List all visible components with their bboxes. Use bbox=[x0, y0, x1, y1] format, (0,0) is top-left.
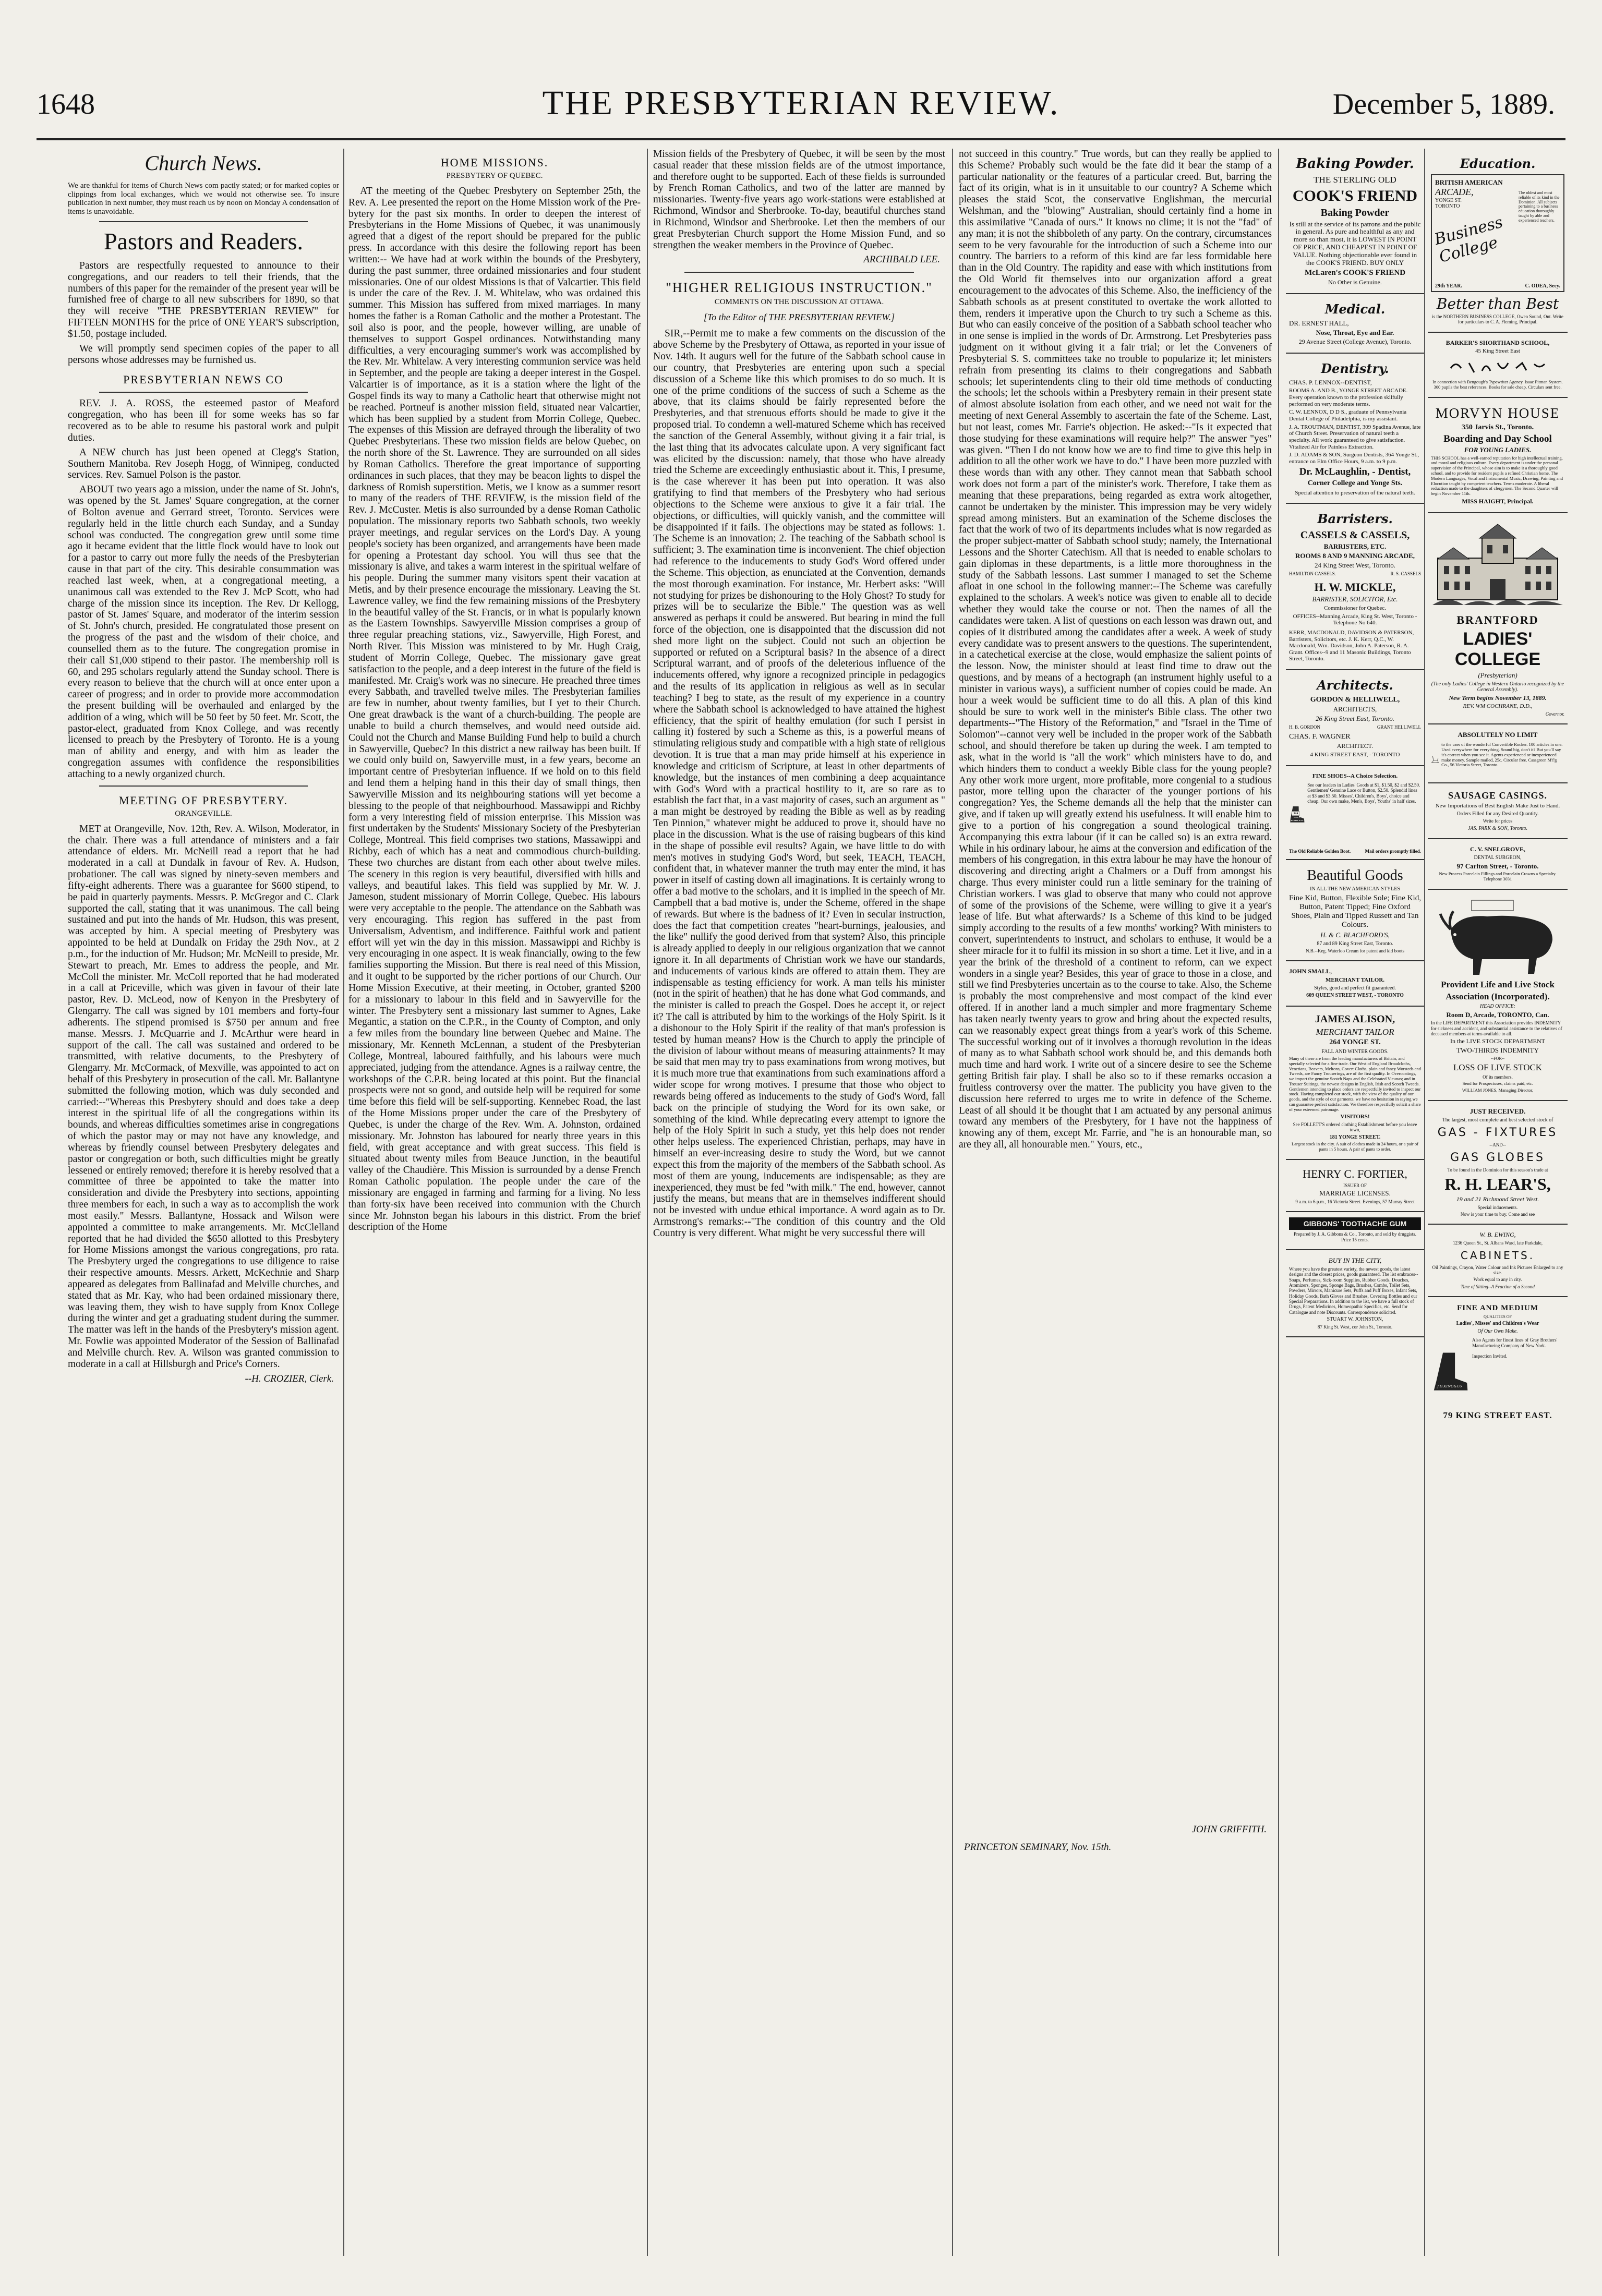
shoes-head: FINE SHOES--A Choice Selection. bbox=[1312, 772, 1398, 779]
ads-column-right bbox=[1428, 149, 1568, 2256]
bac-line1: BRITISH AMERICAN bbox=[1435, 178, 1503, 186]
tailor1-text: Styles, good and perfect fit guaranteed. bbox=[1314, 985, 1396, 991]
masthead bbox=[37, 78, 1565, 141]
college-building-icon bbox=[1432, 522, 1563, 610]
news-paragraph: ABOUT two years ago a mission, under the name of St. John's, was opened by the St. James' Square congregation, at the corner of Bolton avenue and Gerrard street, Toronto. Services were regularly held in the little church each Sunday, and a Sunday school was conducted. The congregation grew until some time ago it became evident that the little flock would have to look out for a pastor to carry out more fully the needs of the Presbyterian cause in that part of the city. This desirable consummation was reached last week, when, at a congregational meeting, a unanimous call was extended to the Rev J. McP Scott, who had charge of the mission since its inception. The Rev. Dr Kellogg, pastor of St. James' Square, and moderator of the interim session of St. John's church, presided. He congratulated those present on the progress of the past and the wisdom of their choice, and counselled them as to the future. The congregation promise in their call $1,000 stipend to their pastor. The membership roll is 60, and 295 scholars regularly attend the Sunday school. There is every reason to believe that the church will at once enter upon a career of progress; and in order to provide more accommodation the present building will be overhauled and enlarged by the addition of a wing, which will be 50 feet by 50 feet. Mr. Scott, the pastor-elect, graduated from Knox College, and was recently licensed to preach by the Presbytery of Toronto. He is a young man of ability and energy, and with him as leader the congregation assumes with confidence the responsibilities attaching to a newly organized church. bbox=[68, 484, 339, 780]
morvyn-text: THIS SCHOOL has a well-earned reputation for high intellectual training, and moral and religious culture. Every department is under the personal supervision of the Principal, whose aim is to make it a thoroughly good school, and to provide for resident pupils a refined Christian home. The Modern Languages, Vocal and Instrumental Music, Drawing, Painting and Elocution taught by competent teachers. Terms moderate. A liberal reduction made to the daughters of clergymen. The Second Quarter will begin November 11th. bbox=[1431, 455, 1563, 497]
brantford-sub: LADIES' COLLEGE bbox=[1454, 629, 1541, 669]
ewing-name: W. B. EWING, bbox=[1479, 1231, 1516, 1239]
cooks-sub: Baking Powder bbox=[1320, 207, 1390, 219]
rocker-chair-icon bbox=[1431, 741, 1439, 777]
cassels-name: CASSELS & CASSELS, bbox=[1300, 529, 1410, 541]
higher-instruction-to: [To the Editor of THE PRESBYTERIAN REVIEW.] bbox=[703, 312, 895, 323]
column-divider bbox=[1278, 149, 1279, 2256]
provident-live: In the LIVE STOCK DEPARTMENT bbox=[1450, 1037, 1545, 1045]
snell-note: New Process Porcelain Fillings and Porcelain Crowns a Specialty. Telephone 3031 bbox=[1439, 871, 1557, 882]
newspaper-title: THE PRESBYTERIAN REVIEW. bbox=[542, 84, 1060, 122]
alison-visit-note: Largest stock in the city. A suit of clothes made in 24 hours, or a pair of pants in 5 hours. A pair of pants to order. bbox=[1292, 1141, 1418, 1152]
ewing-work: Work equal to any in city. bbox=[1473, 1277, 1522, 1283]
ads-region bbox=[1286, 149, 1568, 2256]
column-higher-instruction-cont bbox=[959, 149, 1272, 2256]
snelgrove-ad bbox=[1428, 839, 1568, 890]
cooks-friend-ad bbox=[1286, 149, 1424, 294]
alison-text: Many of these are from the leading manufacturers of Britain, and specially selected for a fine trade. Our West of England Broadcloths, Venetians, Beavers, Meltons, Covert Cloths, plain and fancy Worsteds and Tweeds, are Fancy Trouserings, are of the first quality. In Overcoatings, we import the genuine Scotch Naps and the Celebrated Vicunas; and in Trouser Suitings, the newest designs in English, Irish and Scotch Tweeds. Gentlemen intending to place orders are respectfully invited to inspect our stock. Having completed our stock, with the view of the quality of our goods, and the style of our garments, we have no hesitation in saying we can guarantee perfect satisfaction. We therefore respectfully solicit a share of your esteemed patronage. bbox=[1289, 1056, 1421, 1112]
provident-name: Provident Life and Live Stock bbox=[1441, 980, 1555, 990]
wagner-name: CHAS. F. WAGNER bbox=[1289, 732, 1351, 741]
sausage-head: SAUSAGE CASINGS. bbox=[1448, 790, 1548, 801]
issue-date: December 5, 1889. bbox=[1332, 88, 1555, 120]
bac-box bbox=[1431, 174, 1564, 292]
cooks-text: Is still at the service of its patrons and the public in general. As pure and healthful as any and more so than most, it is LOWEST IN POINT OF PRICE, AND CHEAPEST IN POINT OF VALUE. Nothing objectionable ever found in the COOK'S FRIEND. BUY ONLY bbox=[1289, 220, 1421, 267]
church-news-note: We are thankful for items of Church News com pactly stated; or for marked copies or clippings from local exchanges, which we would not otherwise see. To insure publication in next number, they must reach us by noon on Monday A condensation of items is unavoidable. bbox=[68, 182, 339, 216]
king-shoes-body bbox=[1431, 1336, 1564, 1409]
medical-ad bbox=[1286, 294, 1424, 354]
morvyn-ad bbox=[1428, 398, 1568, 513]
barker-name: BARKER'S SHORTHAND SCHOOL, bbox=[1446, 339, 1550, 346]
higher-instruction-text: SIR,--Permit me to make a few comments on the discussion of the above Scheme by the Presbytery of Ottawa, as reported in your issue of Nov. 14th. It augurs well for the future of the Sabbath school cause in our country, that Presbyteries are entering upon such a special discussion of a Scheme like this which promises to do so much. It is one of the prime conditions of the success of such a Scheme as the above, that its claims should be fairly represented before the Presbyteries, and that strenuous efforts should be made to give it the proposed trial. To condemn a well-matured Scheme which has received the sanction of the General Assembly, without giving it a fair trial, is the last thing that its advocates calculate upon. A very significant fact was elicited by the discussion: namely, that those who have already tried the Scheme are exceedingly enthusiastic about it. This, I presume, is the case wherever it has been put into operation. It was also gratifying to find that members of the Presbytery who had serious objections to the Scheme were anxious to give it a fair trial. The objections, or difficulties, will quickly vanish, and the committee will be disappointed if it fails. The objections may be stated as follows: 1. The Scheme is an innovation; 2. The teaching of the Sabbath school is sufficient; 3. The examination time is inconvenient. The chief objection had reference to the inducements to study God's Word offered under the Scheme. This objection, as enunciated at the Convention, demands the most thorough examination. For instance, Mr. Herbert asks: "Will not studying for prizes be dishonouring to the Holy Ghost? To study for prizes will be to secularize the Bible." The question was as well answered as perhaps it could be answered. But bearing in mind the full force of the objection, one is disappointed that the discussion did not shed more light on the subject. Could not such an objection be supported or refuted on a Scriptural basis? In the absence of a direct Scriptural warrant, and of proofs of the deleterious influence of the inducements offered, why ignore a recognized principle in pedagogics and the results of its application in religious as well as in secular teaching? I beg to state, as the result of my experience in a country where the Sabbath school is acknowledged to have attained the highest efficiency, that the spirit of healthy emulation (for such I persist in calling it) fostered by such a Scheme as this, is a powerful means of stimulating religious study and compatible with a high state of religious devotion. It is true that a man may pride himself at his experience in knowledge and criticism of Scripture, at least in other departments of knowledge, but the instances of men combining a deep acquaintance with God's Word with a practical hostility to it, are so rare as to establish the fact that, in a vast majority of cases, such an argument as " a man might be destroyed by reading the Bible as well as by reading Ten Pinnion," whatever might be adduced to prove it, should have no place in the discussion. What is the use of raising bugbears of this kind in the shape of possible evil results? Again, we have little to do with men's motives in studying God's Word, but seek, TEACH, TEACH, confident that, in whatever manner the truth may enter the mind, it has power in itself of casting down all imaginations. It is certainly wrong to offer a bad motive to the scholars, and it is implied in the speech of Mr. Campbell that a bad motive is, under the Scheme, offered in the shape of rewards. But where is the badness of it? Even in secular instruction, does the fact that competition creates "heart-burnings, jealousies, and the like" nullify the good derived from that system? Also, this principle is already applied to deeply in our religious organization that we cannot ignore it. In all departments of Christian work we have our standards, and inducements of various kinds are offered to attain them. They are indispensable as testing efficiency for work. A man tells his minister (not in the spirit of heathen) that he has done what God commands, and the minister is called to preach the Gospel. Does he accept it, or reject it? The call is attributed by him to the workings of the Holy Spirit. Is it a dishonour to the Holy Spirit if the reality of that man's profession is tested by human means? How is the Church to apply the principle of the division of labour without means of measuring attainments? It may be said that men may try to pass examinations from wrong motives, but it is much more true that examinations from such examinations afford a wider scope for wrong motives. I presume that those who object to rewards being offered as inducements to the study of God's Word, fall back on the principle of studying the Word for its own sake, or something of the kind. While deprecating every attempt to ignore the help of the Holy Spirit in such a study, yet this help does not render other helps useless. The experienced Christian, perhaps, may have in himself an ever-increasing desire to study the Word, but we cannot expect this from the majority of the members of the Sabbath school. As most of them are young, inducements are indispensable; as they are inexperienced, they must be fed "with milk." The end, however, cannot justify the means, but means that are in themselves indifferent should not be invested with undue ethical importance. A word again as to Dr. Armstrong's remarks:--"The condition of this country and the Old Country is very different. What might be very successful there will bbox=[653, 328, 945, 1239]
alison-name: JAMES ALISON, bbox=[1315, 1013, 1395, 1025]
alison-season: FALL AND WINTER GOODS. bbox=[1321, 1048, 1389, 1055]
medical-addr: 29 Avenue Street (College Avenue), Toronto. bbox=[1298, 337, 1412, 345]
fine-own: Of Our Own Make. bbox=[1477, 1328, 1518, 1334]
divider bbox=[99, 786, 308, 787]
dentist-adams: J. D. ADAMS & SON, Surgeon Dentists, 364 Yonge St., entrance on Elm Office Hours, 9 a.m. to 9 p.m. bbox=[1289, 452, 1419, 465]
snell-name: C. V. SNELGROVE, bbox=[1470, 845, 1525, 853]
column-home-missions bbox=[348, 149, 641, 2256]
dentist-troutman: J. A. TROUTMAN, DENTIST, 309 Spadina Avenue, late of Church Street. Preservation of natural teeth a specialty. All work guaranteed to give satisfaction. Vitalized Air for Painless Extraction. bbox=[1289, 424, 1421, 450]
king-shoes-ad bbox=[1428, 1297, 1568, 1428]
meeting-text: MET at Orangeville, Nov. 12th, Rev. A. Wilson, Moderator, in the chair. There was a full attendance of ministers and a fair attendance of elders. Mr. McNeill read a report that he had moderated in a call at Dundalk in favour of Rev. A. Hudson, probationer. The call was signed by ninety-seven members and fifty-eight adherents. There was a guarantee for $600 stipend, to be paid in quarterly payments. Messrs. P. McGregor and C. Clark supported the call, stating that it was unanimous. The call being sustained and put into the hands of Mr. Hudson, this was present, was accepted by him. A special meeting of Presbytery was appointed to be held at Dundalk on Friday the 29th Nov., at 2 p.m., for the induction of Mr. Hudson; Mr. McNeill to preside, Mr. Stewart to preach, Mr. Emes to address the people, and Mr. McColl the minister. Mr. McColl reported that he had moderated in a call at Priceville, which was given in favour of their late pastor, Rev. D. McLeod, now of Kenyon in the Presbytery of Glengarry. The call was signed by 101 members and forty-four adherents. The stipend promised is $750 per annum and free manse. Messrs. J. McQuarrie and J. McArthur were heard in support of the call. The call was sustained and ordered to be transmitted, with relative documents, to the Presbytery of Glengarry. Mr. McCormack, of Mexville, was appointed to act on behalf of this Presbytery in prosecution of the call. Mr. Ballantyne submitted the following motion, which was duly seconded and carried:--"Whereas this Presbytery should and does take a deep interest in the spiritual life of all the congregations within its bounds, and whereas difficulties sometimes arise in congregations of which the pastor may or may not have any knowledge, and whereas by friendly counsel between Presbytery delegates and pastor or congregation or both, such difficulties might be greatly lessened or entirely removed; therefore it is hereby resolved that a committee of three be appointed to take the matter into consideration and divide the Presbytery into sections, appointing three members for each, in such a way as to accomplish the work most easily." Messrs. Ballantyne, Hossack and Wilson were appointed a committee to make arrangements. Mr. McClelland reported that he had divided the $650 allotted to this Presbytery for Home Missions amongst the various congregations, pro rata. The Presbytery urged the congregations to use diligence to raise their respective amounts. Messrs. Arkett, McKechnie and Sharp appeared as delegates from Ballinafad and Melville churches, and stated that as Mr. Kay, who had been ordained missionary there, was leaving them, they wish to have supply from Knox College during the winter and get a graduating student during the summer. The matter was left in the hands of the Presbytery's mission agent. Mr. Fowlie was appointed Moderator of the Session of Ballinafad and Melville church. Rev. A. Wilson was granted commission to moderate in a call at Hillsburgh and Price's Corners. bbox=[68, 823, 339, 1370]
medical-spec: Nose, Throat, Eye and Ear. bbox=[1316, 328, 1394, 336]
nolimit-text: to the uses of the wonderful Convertible Rocker. 100 articles in one. Used everywhere for everything. Sound big, don't it? But you'll say it's correct when you see it. Agents experienced or inexperienced make money. Sample mailed, 25c. Circular free. Cassgreen M'f'g Co., 56 Victoria Street, Toronto. bbox=[1441, 742, 1563, 768]
higher-instruction-sub: COMMENTS ON THE DISCUSSION AT OTTAWA. bbox=[714, 298, 884, 307]
gibbons-ad bbox=[1286, 1212, 1424, 1250]
cassels-partner: HAMILTON CASSELS. bbox=[1289, 571, 1336, 577]
church-news-heading: Church News. bbox=[144, 151, 262, 175]
morvyn-addr: 350 Jarvis St., Toronto. bbox=[1461, 423, 1534, 431]
cooks-only: McLaren's COOK'S FRIEND bbox=[1304, 269, 1406, 277]
shoes-text: See our leaders in Ladies' Goods at $1, $1.50, $2 and $2.50. Gentlemen' Genuine Lace or Button, $2.50. Splendid lines at $3 and $3.50. Misses', Children's, Boys', choice and cheap. Our own make, Men's, Boys', Youths' in half sizes. bbox=[1307, 782, 1420, 804]
cassels-sub: BARRISTERS, ETC. bbox=[1323, 542, 1387, 551]
goods-nb: N.B.--Keg. Waterloo Cream for patent and kid boots bbox=[1305, 948, 1405, 954]
mclaughlin-note: Special attention to preservation of the natural teeth. bbox=[1295, 489, 1415, 496]
bac-line2: ARCADE, bbox=[1435, 187, 1474, 197]
morvyn-sub2: FOR YOUNG LADIES. bbox=[1464, 445, 1532, 454]
architects-ad bbox=[1286, 670, 1424, 766]
shoes-sign-name: W. WEST & CO. bbox=[1291, 819, 1304, 822]
fine-insp: Inspection Invited. bbox=[1472, 1354, 1508, 1359]
fine-head: FINE AND MEDIUM bbox=[1457, 1303, 1538, 1312]
ox-icon bbox=[1435, 898, 1560, 976]
bac-better: Better than Best bbox=[1436, 295, 1559, 312]
lear-gas: GAS - FIXTURES bbox=[1437, 1126, 1558, 1140]
tailor1-name: JOHN SMALL, bbox=[1289, 968, 1332, 975]
sausage-write: Write for prices bbox=[1483, 818, 1513, 824]
bac-side: The oldest and most reliable of its kind in the Dominion. All subjects pertaining to a business education thoroughly taught by able and experienced teachers. bbox=[1519, 190, 1560, 223]
architects-heading: Architects. bbox=[1317, 678, 1393, 693]
lear-just: JUST RECEIVED. bbox=[1469, 1107, 1526, 1115]
barristers-heading: Barristers. bbox=[1317, 511, 1393, 527]
pastors-heading: Pastors and Readers. bbox=[104, 228, 303, 255]
pastors-text: Pastors are respectfully requested to announce to their congregations, and our readers to tell their friends, that the numbers of this paper for the remainder of the present year will be furnished free of charge to all new subscribers for 1890, so that they will receive "THE PRESBYTERIAN REVIEW" for FIFTEEN MONTHS for the price of ONE YEAR'S subscription, $1.50, postage included. bbox=[68, 260, 339, 340]
brantford-term: New Term begins November 13, 1889. bbox=[1449, 694, 1547, 702]
alison-ad bbox=[1286, 1007, 1424, 1160]
lear-text: The largest, most complete and best selected stock of bbox=[1442, 1117, 1553, 1123]
tailor1-sub: MERCHANT TAILOR. bbox=[1325, 977, 1385, 984]
gordon-partner: GRANT HELLIWELL bbox=[1377, 724, 1421, 730]
tailor1-addr: 609 QUEEN STREET WEST, - TORONTO bbox=[1306, 993, 1404, 999]
morvyn-name: MORVYN HOUSE bbox=[1435, 405, 1560, 421]
sausage-text: New Importations of Best English Make Just to Hand. bbox=[1435, 803, 1560, 809]
business-college-ad bbox=[1428, 149, 1568, 333]
mclaughlin-name: Dr. McLaughlin, - Dentist, bbox=[1299, 466, 1411, 478]
provident-addr: Room D, Arcade, TORONTO, Can. bbox=[1446, 1010, 1549, 1019]
home-missions-cont: Mission fields of the Presbytery of Quebec, it will be seen by the most casual reader that these mission fields are of the utmost importance, and therefore ought to be supported. Each of these fields is surrounded by French Roman Catholics, and two of the latter are manned by missionaries. Twenty-five years ago work-stations were established at Richmond, Windsor and Sherbrooke. To-day, beautiful churches stand in Richmond, Windsor and Sherbrooke. Let then the members of our great Presbyterian Church support the Home Mission Fund, and so strengthen the weaker members in the Province of Quebec. bbox=[653, 149, 945, 251]
nolimit-head: ABSOLUTELY NO LIMIT bbox=[1458, 731, 1538, 739]
masthead-rule bbox=[37, 138, 1565, 140]
johnston-ad bbox=[1286, 1250, 1424, 1337]
lear-note: To be found in the Dominion for this season's trade at bbox=[1447, 1167, 1548, 1173]
fortier-sub: ISSUER OF bbox=[1343, 1182, 1367, 1188]
dentistry-heading: Dentistry. bbox=[1321, 360, 1389, 376]
home-missions-text: AT the meeting of the Quebec Presbytery on September 25th, the Rev. A. Lee presented the report on the Home Mission work of the Pre-bytery for the past six months. In order to deepen the interest of Presbyterians in the Home Missions of Quebec, it was unanimously agreed that a digest of the report should be prepared for the public press. In accordance with this desire the following report has been written:-- We have had at work within the bounds of the Presbytery, during the past summer, three ordained missionaries and four student missionaries. One of our oldest Missions is that of Valcartier. This field is under the care of the Rev. J. M. Whitelaw, who was ordained this summer. This Mission has suffered from mixed marriages. In many homes the father is a Roman Catholic and the mother a Protestant. The soil also is poor, and the people, however willing, are unable of themselves to support Gospel ordinances. Notwithstanding many difficulties, a very encouraging summer's work was accomplished by the Rev. Mr. Whitelaw. A very interesting communion service was held in September, and the people are taking a deeper interest in the Gospel. Valcartier is of importance, as it is a station where the light of the Gospel finds its way to many a Catholic heart that otherwise might not be reached. Portneuf is another mission field, situated near Valcartier, which has been supplied by a student from Morrin College, Quebec. The expenses of this Mission are defrayed through the liberality of two Quebec Presbyterians. These two mission fields are below Quebec, on the north shore of the St. Lawrence. They are surrounded on all sides by Roman Catholics. Therefore the great importance of supporting ordinances in such places, that they may be beacon lights to dispel the darkness of Romish superstition. Metis, we I know as a summer resort to many of the readers of THE REVIEW, is the mission field of the Rev. J. McCuster. Metis is also surrounded by a dense Roman Catholic population. The missionary reports two Sabbath schools, two weekly prayer meetings, and regular services on the Lord's Day. A young people's society has been organized, and arrangements have been made for opening a Protestant day school. You will thus see that the missionary is alive, and takes a warm interest in the spiritual welfare of his people. During the summer many visitors spent their vacation at Metis, and by their presence encourage the missionary. Leaving the St. Lawrence valley, we find the few remaining missions of the Presbytery in the beautiful valley of the St. Francis, or in what is popularly known as the Eastern Townships. Sawyerville Mission comprises a group of three regular preaching stations, viz., Sawyerville, High Forest, and North River. This Mission was ministered to by Mr. Hugh Craig, student of Morrin College, Quebec. The missionary gave great satisfaction to the people, and a deep interest in the future of the field is manifested. Mr. Craig's work was no sinecure. He preached three times every Sabbath, and travelled twelve miles. The Presbyterian families are few in number, about twenty families, but I yet to their Church. One great drawback is the want of a church-building. The people are unable to build a church themselves, and would need outside aid. Could not the Church and Manse Building Fund help to build a church in Sawyerville, Quebec? In this district a new railway has been built. If we could only build on, Sawyerville must, in a few years, become an important centre of Presbyterian influence. If we hold on to this field and lend them a helping hand in this their day of small things, then Sawyerville Mission and its neighbouring stations will yet become a blessing to the people of that neighbourhood. Massawippi and Richby form a very interesting field of mission enterprise. This Mission was first undertaken by the Students' Missionary Society of the Presbyterian College, Montreal. This field comprises two stations, Massawippi and Richby, each of which has a neat and commodious church-building. These two churches are distant from each other about twelve miles. The scenery in this region is very beautiful, diversified with hills and valleys, and beautiful lakes. This field was supplied by Mr. W. J. Jameson, student missionary of Morrin College, Quebec. His labours were very acceptable to the people. The attendance on the Sabbath was very encouraging. This region has suffered in the past from Universalism, Adventism, and indifference. Faithful work and patient effort will yet win the day in this mission. Massawippi and Richby is very encouraging in one aspect. It is weak financially, owing to the few families supporting the Mission. But there is real need of this Mission, and it ought to be supported by the richer portions of our Church. Our Home Mission Executive, at their meeting, in October, granted $200 for a missionary to labour in this field and in Sawyerville for the winter. The Presbytery sent a missionary last summer to Agnes, Lake Megantic, a station on the C.P.R., in the County of Compton, and only a few miles from the boundary line between Quebec and Maine. The missionary, Mr. Kenneth McLennan, a student of the Presbyterian College, Montreal, laboured faithfully, and his labours were much appreciated, judging from the attendance. Agnes is a railway centre, the workshops of the C.P.R. being located at this point. But the financial prospects were not so good, and outside help will be required for some time before this field will be self-supporting. Kennebec Road, the last of the Home Missions proper under the care of the Presbytery of Quebec, is under the charge of the Rev. Wm. A. Johnston, ordained missionary. Mr. Johnston has laboured for nearly three years in this field, with great acceptance and with great success. This field is situated about twenty miles from Beauce Junction, in the beautiful valley of the Chaudière. This Mission is surrounded by a dense French Roman Catholic population. The people under the care of the missionary are engaged in farming and farming for a living. No less than forty-six have been received into communion with the Church since Mr. Johnston began his labours in this district. From the brief description of the Home bbox=[348, 186, 641, 1233]
column-divider bbox=[647, 149, 648, 2256]
divider bbox=[684, 272, 914, 273]
kerr-text: KERR, MACDONALD, DAVIDSON & PATERSON, Barristers, Solicitors, etc. J. K. Kerr, Q.C., W. Macdonald, Wm. Davidson, John A. Paterson, R. A. Grant. Offices--9 and 11 Masonic Buildings, Toronto Street, Toronto. bbox=[1289, 629, 1414, 662]
fine-qual: QUALITIES OF bbox=[1484, 1314, 1512, 1320]
barker-ad bbox=[1428, 333, 1568, 398]
cassels-addr1: ROOMS 8 AND 9 MANNING ARCADE, bbox=[1295, 552, 1415, 560]
barristers-ad bbox=[1286, 504, 1424, 670]
sausage-name: JAS. PARK & SON, Toronto. bbox=[1467, 825, 1528, 831]
bac-footer bbox=[1435, 283, 1560, 289]
brantford-ad bbox=[1428, 513, 1568, 725]
column-divider bbox=[952, 149, 953, 2256]
west-shoes-ad bbox=[1286, 766, 1424, 861]
cooks-old: THE STERLING OLD bbox=[1314, 175, 1396, 185]
bac-script: Business College bbox=[1432, 213, 1505, 267]
gordon-addr: 26 King Street East, Toronto. bbox=[1316, 715, 1394, 723]
dentist-cw-lennox: C. W. LENNOX, D D S., graduate of Pennsylvania Dental College of Philadelphia, is my assistant. bbox=[1289, 409, 1407, 422]
alison-addr: 264 YONGE ST. bbox=[1329, 1038, 1381, 1047]
goods-addr: 87 and 89 King Street East, Toronto. bbox=[1317, 940, 1393, 947]
ewing-ad bbox=[1428, 1225, 1568, 1297]
provident-members: Of its members. bbox=[1483, 1074, 1513, 1080]
cassels-partner: R. S. CASSELS bbox=[1390, 571, 1421, 577]
mickle-comm: Commissioner for Quebec. bbox=[1324, 605, 1386, 611]
buy-text: Where you have the greatest variety, the newest goods, the latest designs and the closest prices, goods guaranteed. The list embraces--Soaps, Perfumes, Sick-room Supplies, Rubber Goods, Douches, Atomizers, Sponges, Sponge Bags, Brushes, Combs, Toilet Sets, Powders, Mirrors, Manicure Sets, Puffs and Puff Boxes, Infant Sets, Holiday Goods, Bath Gloves and Brushes, Covering Bottles and our Special Preparations. In addition to the list, we have a full stock of Drugs, Patent Medicines, Homeopathic Specifics, etc. Send for Catalogue and note Discounts. Correspondence solicited. bbox=[1289, 1266, 1418, 1315]
alison-visit-text: See FOLLETT'S ordered clothing Establishment before you leave town, bbox=[1293, 1122, 1417, 1133]
fine-addr: 79 KING STREET EAST. bbox=[1443, 1410, 1552, 1421]
gibbons-name: GIBBONS' TOOTHACHE GUM bbox=[1289, 1217, 1421, 1230]
cassels-addr2: 24 King Street West, Toronto. bbox=[1315, 561, 1395, 570]
brantford-name: BRANTFORD bbox=[1456, 613, 1539, 626]
princeton-dateline: PRINCETON SEMINARY, Nov. 15th. bbox=[964, 1842, 1112, 1853]
buy-name: STUART W. JOHNSTON, bbox=[1327, 1316, 1383, 1323]
ewing-time: Time of Sitting--A Fraction of a Second bbox=[1461, 1284, 1535, 1289]
provident-ad bbox=[1428, 890, 1568, 1101]
barker-note: In connection with Bengough's Typewriter Agency. Isaac Pitman System. 300 pupils the best references. Books for sale cheap. Circulars sent free. bbox=[1432, 379, 1563, 390]
snell-sub: DENTAL SURGEON, bbox=[1474, 855, 1522, 861]
wagner-addr: 4 KING STREET EAST, - TORONTO bbox=[1310, 751, 1400, 758]
bac-year: 29th YEAR. bbox=[1435, 283, 1462, 289]
cooks-genuine: No Other is Genuine. bbox=[1328, 279, 1382, 286]
ewing-cab: CABINETS. bbox=[1460, 1249, 1535, 1262]
dentistry-ad bbox=[1286, 354, 1424, 504]
sausage-ad bbox=[1428, 783, 1568, 839]
lear-ad bbox=[1428, 1101, 1568, 1225]
gordon-partners bbox=[1289, 724, 1421, 730]
column-higher-instruction bbox=[653, 149, 945, 2256]
lear-name: R. H. LEAR'S, bbox=[1444, 1174, 1551, 1193]
shoes-mail: Mail orders promptly filled. bbox=[1365, 849, 1421, 854]
mickle-name: H. W. MICKLE, bbox=[1314, 581, 1396, 594]
column-divider bbox=[343, 149, 344, 2256]
provident-mgr: WILLIAM JONES, Managing Director, bbox=[1462, 1087, 1534, 1093]
baking-powder-heading: Baking Powder. bbox=[1296, 156, 1414, 172]
morvyn-principal: MISS HAIGHT, Principal. bbox=[1462, 497, 1534, 505]
fine-sign: J.D.KING&Co bbox=[1437, 1384, 1462, 1389]
lear-now: Now is your time to buy. Come and see bbox=[1460, 1212, 1535, 1217]
home-missions-sub: PRESBYTERY OF QUEBEC. bbox=[446, 172, 543, 180]
cooks-name: COOK'S FRIEND bbox=[1292, 187, 1418, 204]
goods-name: H. & C. BLACHFORD'S, bbox=[1320, 931, 1390, 939]
news-paragraph: REV. J. A. ROSS, the esteemed pastor of Meaford congregation, who has been ill for some weeks has so far recovered as to be able to resume his pastoral work and pulpit duties. bbox=[68, 398, 339, 443]
home-missions-heading: HOME MISSIONS. bbox=[440, 156, 549, 169]
wagner-sub: ARCHITECT. bbox=[1336, 742, 1374, 750]
mclaughlin-addr: Corner College and Yonge Sts. bbox=[1307, 479, 1403, 488]
shoes-sign-street: YONGE ST bbox=[1293, 816, 1301, 819]
goods-head: Beautiful Goods bbox=[1307, 867, 1403, 884]
dentist-lennox: CHAS. P. LENNOX--DENTIST, bbox=[1289, 378, 1372, 386]
brantford-note: (The only Ladies' College in Western Ontario recognized by the General Assembly). bbox=[1431, 681, 1564, 693]
ewing-addr: 1236 Queen St., St. Albans Ward, late Parkdale, bbox=[1452, 1240, 1543, 1246]
gordon-sub: ARCHITECTS, bbox=[1333, 705, 1377, 714]
shorthand-sample-icon bbox=[1446, 358, 1550, 377]
lear-special: Special inducements. bbox=[1477, 1204, 1518, 1210]
column-church-news bbox=[68, 149, 339, 2256]
news-co: PRESBYTERIAN NEWS CO bbox=[123, 373, 284, 386]
golden-boot-icon bbox=[1289, 781, 1305, 849]
provident-two: TWO-THIRDS INDEMNITY bbox=[1456, 1046, 1539, 1055]
provident-send: Send for Prospectuses, claims paid, etc. bbox=[1462, 1081, 1533, 1086]
education-heading: Education. bbox=[1460, 156, 1536, 171]
fine-agents: Also Agents for finest lines of Gray Brothers' Manufacturing Company of New York. bbox=[1472, 1337, 1558, 1348]
sausage-orders: Orders Filled for any Desired Quantity. bbox=[1456, 811, 1539, 817]
fortier-hours: 9 a.m. to 6 p.m., 16 Victoria Street. Evenings, 57 Murray Street bbox=[1295, 1199, 1415, 1205]
archibald-lee-signature: ARCHIBALD LEE. bbox=[863, 254, 940, 265]
lear-addr: 19 and 21 Richmond Street West. bbox=[1456, 1195, 1539, 1203]
snell-addr: 97 Carlton Street, - Toronto. bbox=[1456, 862, 1539, 870]
provident-loss: LOSS OF LIVE STOCK bbox=[1453, 1062, 1543, 1073]
meeting-heading: MEETING OF PRESBYTERY. bbox=[118, 793, 288, 807]
buy-head: BUY IN THE CITY, bbox=[1328, 1256, 1382, 1265]
rocker-body bbox=[1431, 741, 1564, 777]
morvyn-sub1: Boarding and Day School bbox=[1443, 433, 1552, 444]
buy-addr: 87 King St. West, cor John St., Toronto. bbox=[1317, 1324, 1393, 1330]
boot-icon bbox=[1431, 1336, 1470, 1409]
cassels-partners bbox=[1289, 571, 1421, 576]
bac-bottom: is the NORTHERN BUSINESS COLLEGE, Owen Sound, Ont. Write for particulars to C. A. Fleming, Principal. bbox=[1432, 314, 1563, 325]
page-number: 1648 bbox=[37, 88, 95, 120]
barker-addr: 45 King Street East bbox=[1475, 348, 1520, 355]
ewing-text: Oil Paintings, Crayon, Water Colour and Ink Pictures Enlarged to any size. bbox=[1432, 1264, 1563, 1275]
news-paragraph: A NEW church has just been opened at Clegg's Station, Southern Manitoba. Rev Joseph Hogg, of Winnipeg, conducted services. Rev. Samuel Polson is the pastor. bbox=[68, 446, 339, 481]
meeting-signature: --H. CROZIER, Clerk. bbox=[245, 1373, 334, 1384]
ads-column-left bbox=[1286, 149, 1425, 2256]
bac-line3: YONGE ST. bbox=[1435, 198, 1462, 203]
provident-text: In the LIFE DEPARTMENT this Association provides INDEMNITY for sickness and accident, and substantial assistance to the relatives of deceased members at terms available to all. bbox=[1431, 1020, 1562, 1037]
bac-sec: C. ODEA, Secy. bbox=[1525, 283, 1560, 289]
small-tailor-ad bbox=[1286, 961, 1424, 1006]
gibbons-text: Prepared by J. A. Gibbons & Co., Toronto, and sold by druggists. Price 15 cents. bbox=[1294, 1231, 1416, 1242]
dentist-lennox-detail: ROOMS A. AND B., YONGE STREET ARCADE. Every operation known to the profession skilfully performed on very moderate terms. bbox=[1289, 388, 1408, 407]
divider bbox=[99, 392, 308, 393]
alison-visitors: VISITORS! bbox=[1340, 1114, 1370, 1120]
mickle-addr: OFFICES--Manning Arcade, King St. West, Toronto - Telephone No 640. bbox=[1293, 613, 1417, 626]
alison-sub: MERCHANT TAILOR bbox=[1316, 1026, 1394, 1037]
divider bbox=[99, 221, 308, 222]
provident-for: --FOR-- bbox=[1490, 1056, 1505, 1061]
specimen-text: We will promptly send specimen copies of the paper to all persons whose addresses may be furnished us. bbox=[68, 343, 339, 366]
shoes-sign-num: 246 bbox=[1293, 812, 1298, 815]
higher-instruction-heading: "HIGHER RELIGIOUS INSTRUCTION." bbox=[666, 280, 933, 296]
shoes-footer bbox=[1289, 849, 1421, 854]
john-griffith-signature: JOHN GRIFFITH. bbox=[1191, 1824, 1267, 1835]
rocker-ad bbox=[1428, 724, 1568, 783]
brantford-gov2: Governor. bbox=[1545, 711, 1564, 717]
gordon-partner: H. B. GORDON bbox=[1289, 724, 1321, 730]
higher-instruction-cont: not succeed in this country." True words, but can they really be applied to this Scheme? Probably such would be the fate did it bear the stamp of a particular nationality or the features of a particular creed. But, barring the fact of its origin, what is in it unsuitable to our country? A Scheme which pleases the staid Scot, the conservative Englishman, the mercurial Welshman, and the "blowing" Australian, should certainly find a home in this assimilative "Canada of ours." It knows no clime; it is not the "fad" of any man; it is not the shibboleth of any party. On the contrary, circumstances seem to be very favourable for the introduction of such a Scheme into our country. The barriers to a reform of this kind are far less formidable here than in the Old Country. The rapidity and ease with which institutions from the Old World fit themselves into our organization afford a great encouragement to the advocates of this Scheme. Also, the inefficiency of the Sabbath schools as at present constituted to overtake the work allotted to them, renders it imperative upon the Church to try such a Scheme as this. But who can easily conceive of the position of a Sabbath school teacher who in one sense is implied in the words of Dr. Armstrong. Let Presbyteries pass judgment on it without giving it a fair trial; or let the Conveners of Presbyterial S. S. committees take no trouble to popularize it; let ministers refrain from presenting its claims to their congregations and Sabbath schools; let superintendents cling to their old time methods of conducting the schools; let the schools within a Presbytery remain in their present state of almost absolute isolation from each other, and we need not wait for the meeting of next General Assembly to ascertain the fate of the Scheme. Last, but not least, comes Mr. Farrie's objection. He asked:--"Is it expected that those studying for these examinations will require help?" The answer "yes" was given. "Then I do not know how we are to find time to give this help in addition to all the other work we have to do." I have been more puzzled with these words than with any other. They cannot mean that Sabbath school work does not form a part of the minister's work. Therefore, I take them as meaning that these preparations, being regarded as extra work altogether, cannot be undertaken by the minister. This impression may be very widely spread among ministers. But an examination of the Scheme discloses the fact that the work of two of its departments includes what is now regarded as the proper subject-matter of Sabbath school study; namely, the International Lessons and the Shorter Catechism. All that is needed to enable scholars to gain diplomas in these departments, is a little more thoroughness in the study of the Sabbath lessons. Last summer I managed to set the Scheme afloat in one school in the following manner:--The Scheme was carefully explained to the scholars. A week's notice was given to enable all to decide whether they would take the course or not. Then the names of all the candidates were taken. A list of questions on each lesson was drawn out, and copies of it distributed among the candidates after a week. A week of study every candidate was to present answers to the questions. The superintendent, in a catechetical exercise at the close, would emphasize the salient points of the lesson. Now, the minister should at least find time to draw out the questions, and by means of a hectograph (an instrument highly useful to a minister in various ways), a sufficient number of copies could be made. An hour a week would be sufficient time to do all this. A plan of this kind should be sure to work well in the minister's Bible class. The other two departments--"The History of the Reformation," and "Israel in the Time of Solomon"--cannot very well be included in the proper work of the Sabbath school, and should therefore be taken up during the week. I am tempted to ask, what in the world is "all the work" which ministers have to do, and which hinders them to conduct a weekly Bible class for the young people? Any other work more urgent, more profitable, more congenial to a studious pastor, more telling upon the character of the younger portions of his congregation? Yes, the Scheme demands all the help that the minister can give, and if taken up will greatly extend his usefulness. It will enable him to give to a portion of his congregation a sound theological training. Accompanying this extra labour (if it can be called so) is an extra reward. While in his ordinary labour, he aims at the conversion and edification of the members of his congregation, in this extra labour he may have the honour of discovering and directing aright a Chalmers or a Duff from amongst his charge. Thus every minister could run a little seminary for the training of Christian workers. I was glad to observe that many who could not approve of some of the provisions of the Scheme, were willing to give it a year's lease of life. But what afterwards? Is a Scheme of this kind to be judged simply according to the results of a few months' working? With ministers to convert, superintendents to instruct, and scholars to enthuse, it would be a sheer miracle for it to fulfil its mission in so short a time. Let it live, and in a year the brink of the threshold of a continent to reform, can we expect wonders in a single year? Besides, this year of grace to those in a close, and still we find Presbyteries uncertain as to the course to take. Also, the Scheme is probably the most comprehensive and most compact of the kind ever offered. If in another land a much simpler and more fragmentary Scheme has taken nearly twenty years to grow and bring about the expected results, can we reasonably expect great things from a year's work of this Scheme. The successful working out of it involves a thorough revolution in the ideas of many as to what Sabbath school work should be, and this demands both much time and hard work. I write out of a sincere desire to see the Scheme getting British fair play. I shall be also so to if these remarks occasion a fruitless controversy over the matter. The publicity you have given to the discussion here referred to urges me to write in defence of the Scheme. Least of all should it be thought that I am actuated by any personal animus toward any members of the Presbytery, for I have not the happiness of knowing any of them, except Mr. Farrie, and "he is an honourable man, so are they all, all honourable men." Yours, etc., bbox=[959, 149, 1272, 1151]
shoes-boot: The Old Reliable Golden Boot. bbox=[1289, 849, 1351, 854]
fortier-ad bbox=[1286, 1160, 1424, 1213]
provident-office: HEAD OFFICE: bbox=[1479, 1004, 1516, 1010]
medical-name: DR. ERNEST HALL, bbox=[1289, 319, 1349, 327]
blachford-ad bbox=[1286, 860, 1424, 961]
gordon-name: GORDON & HELLIWELL, bbox=[1310, 696, 1400, 704]
goods-sub: IN ALL THE NEW AMERICAN STYLES bbox=[1310, 886, 1400, 892]
goods-lines: Fine Kid, Button, Flexible Sole; Fine Kid, Button, Patent Tipped; Fine Oxford Shoes, Plain and Tipped Russett and Tan Colours. bbox=[1289, 893, 1421, 929]
brantford-pres: (Presbyterian) bbox=[1478, 671, 1517, 679]
provident-sub: Association (Incorporated). bbox=[1446, 992, 1550, 1002]
fortier-licenses: MARRIAGE LICENSES. bbox=[1319, 1189, 1391, 1198]
alison-visit-addr: 181 YONGE STREET. bbox=[1329, 1134, 1381, 1140]
lear-and: --AND-- bbox=[1489, 1142, 1506, 1148]
meeting-place: ORANGEVILLE. bbox=[175, 809, 232, 818]
fortier-name: HENRY C. FORTIER, bbox=[1303, 1167, 1407, 1180]
lear-globes: GAS GLOBES bbox=[1450, 1151, 1545, 1164]
shoes-body bbox=[1289, 781, 1421, 849]
fine-ladies: Ladies', Misses' and Children's Wear bbox=[1456, 1321, 1539, 1327]
medical-heading: Medical. bbox=[1324, 301, 1386, 317]
brantford-gov: REV. WM COCHRANE, D.D., bbox=[1463, 703, 1533, 710]
bac-line4: TORONTO bbox=[1435, 203, 1460, 209]
mickle-sub: BARRISTER, SOLICITOR, Etc. bbox=[1312, 595, 1398, 603]
